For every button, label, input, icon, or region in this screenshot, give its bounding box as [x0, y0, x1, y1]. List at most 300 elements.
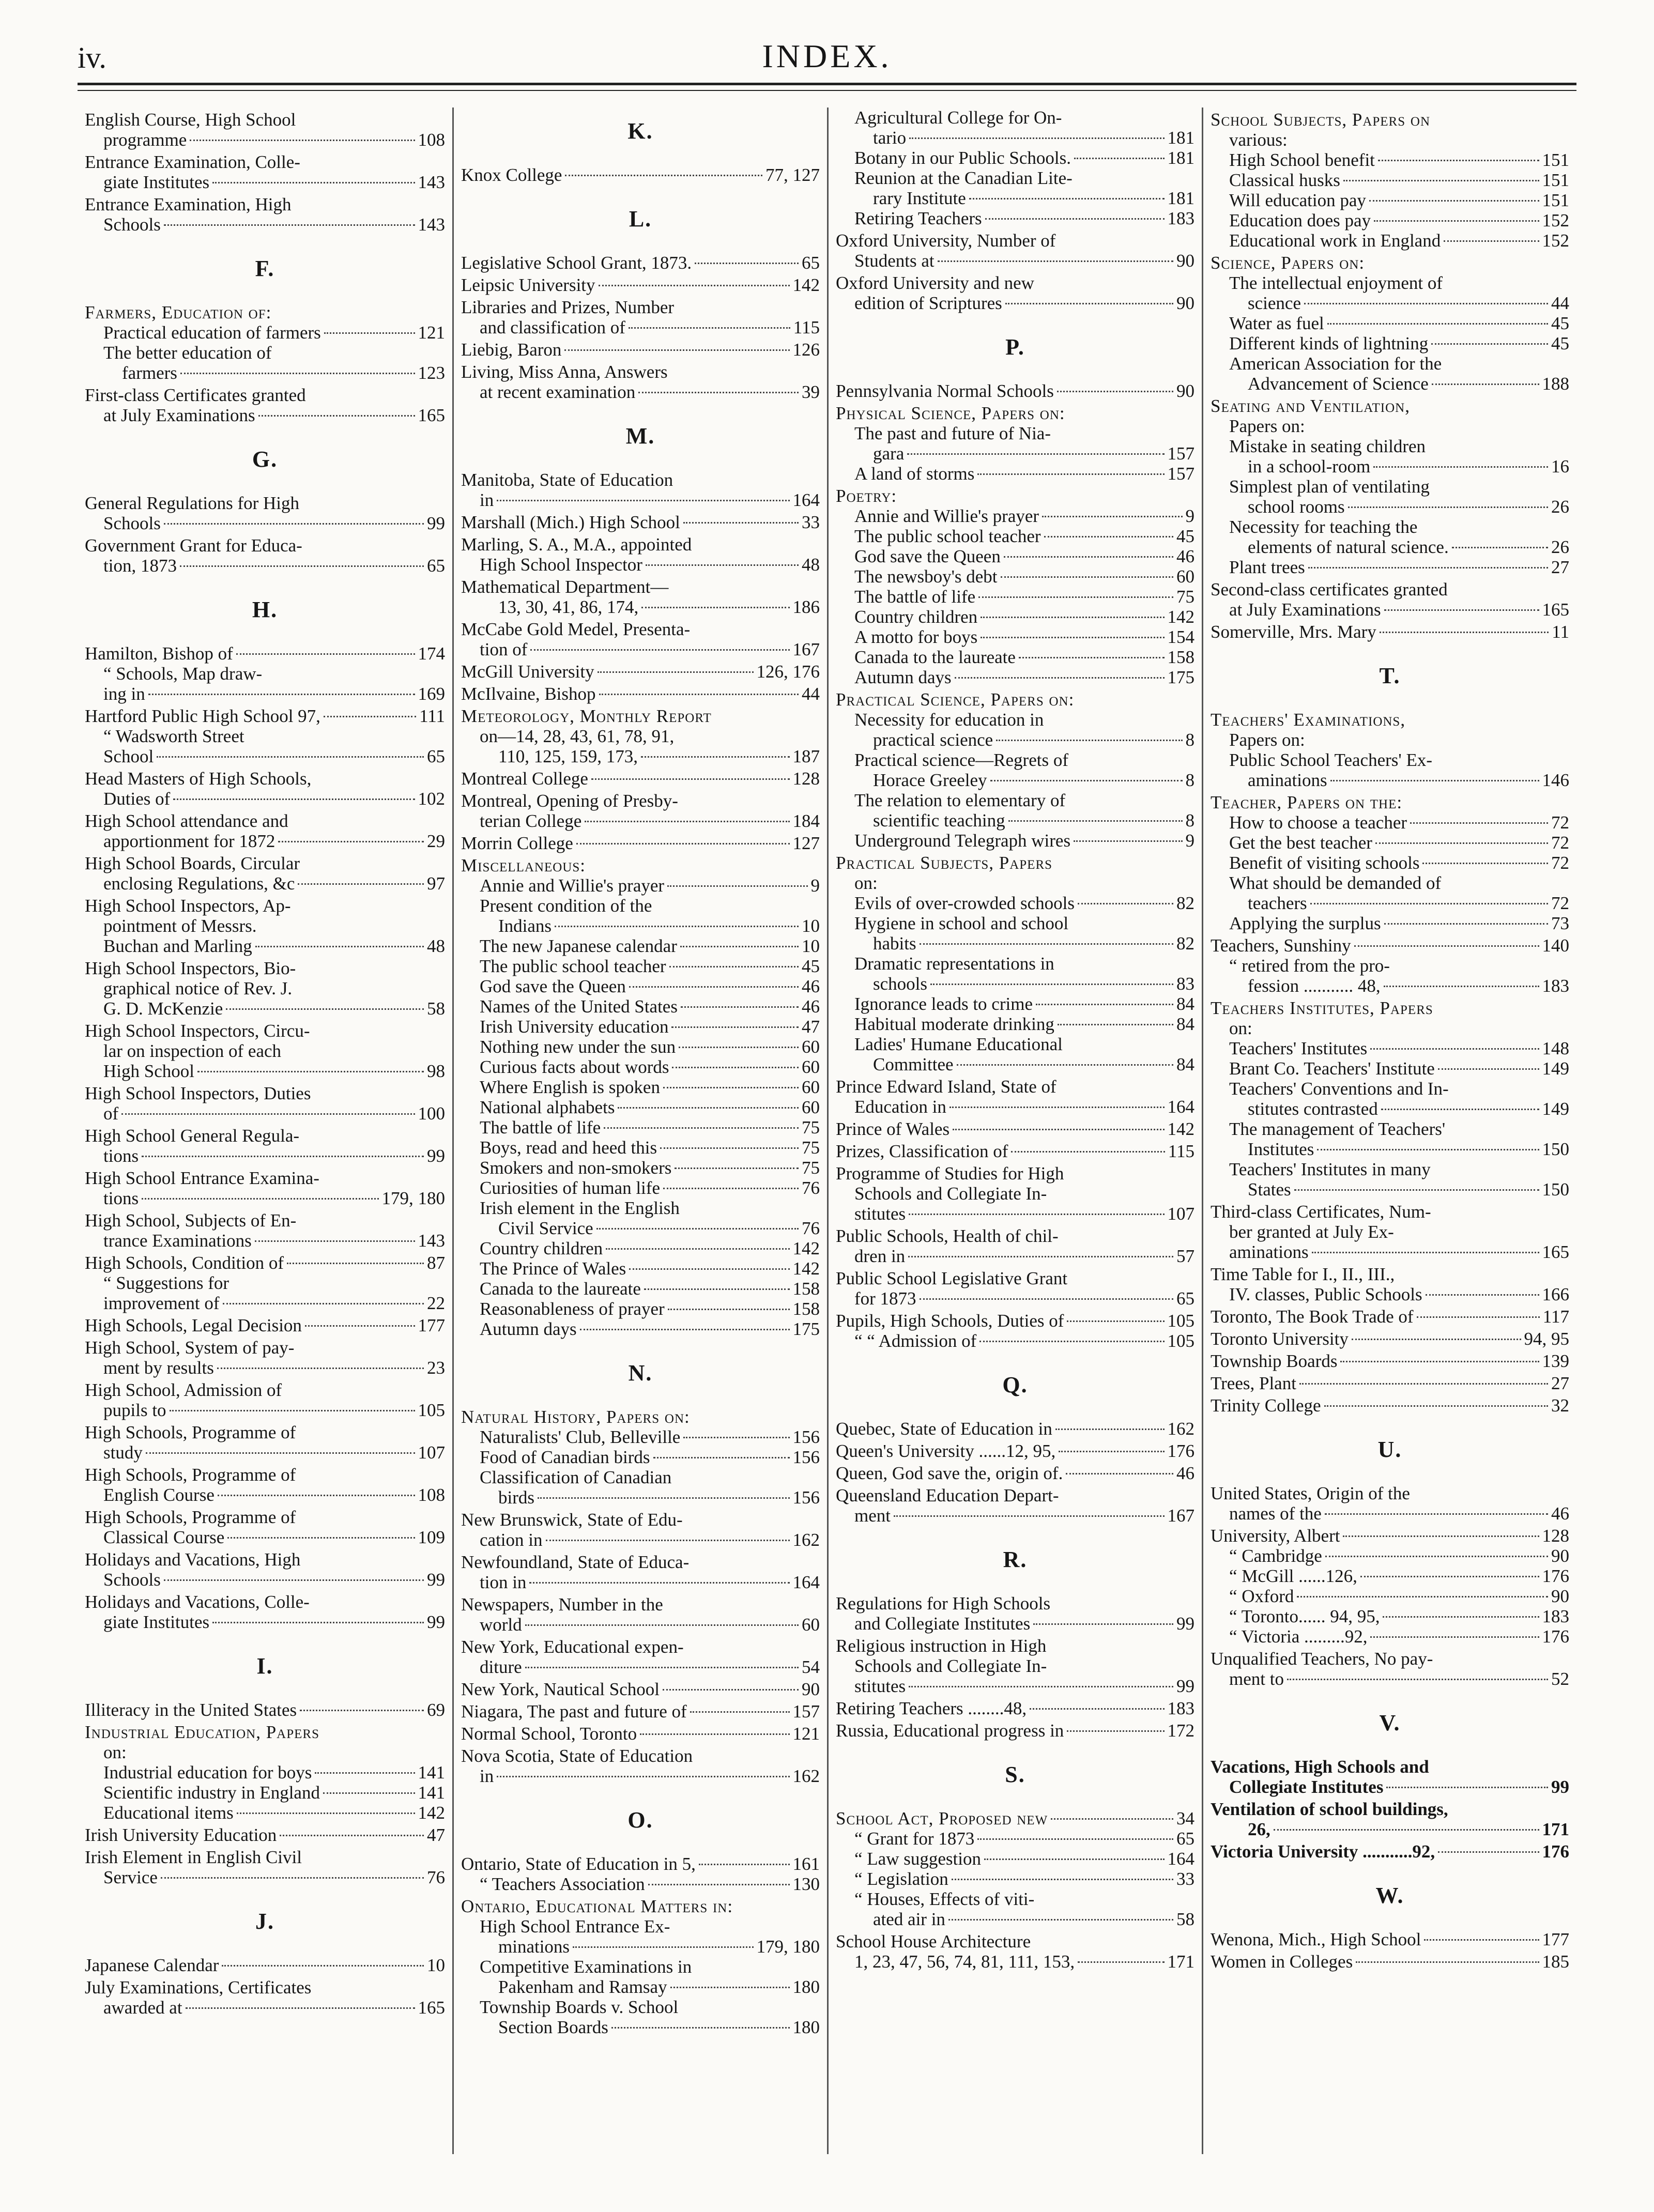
index-entry	[85, 896, 445, 916]
entry-text: Simplest plan of ventilating	[1229, 477, 1430, 497]
index-entry	[461, 1766, 820, 1786]
entry-text: Nothing new under the sun	[480, 1037, 676, 1057]
dot-leader	[681, 1006, 799, 1008]
index-entry	[85, 873, 445, 894]
dot-leader	[1381, 1109, 1539, 1110]
entry-text: God save the Queen	[854, 546, 1001, 566]
index-entry	[836, 1829, 1194, 1849]
page-reference: 99	[1176, 1676, 1194, 1696]
index-entry	[836, 954, 1194, 974]
page-reference: 142	[792, 1258, 820, 1279]
dot-leader	[121, 1113, 415, 1115]
entry-text: tion, 1873	[103, 556, 177, 576]
dot-leader	[653, 1457, 790, 1458]
entry-text: Entrance Examination, Colle-	[85, 152, 300, 172]
entry-text: Industrial Education, Papers	[85, 1722, 319, 1742]
page-reference: 82	[1176, 893, 1194, 913]
entry-text: Irish Element in English Civil	[85, 1847, 302, 1867]
index-entry	[836, 667, 1194, 687]
index-entry	[461, 382, 820, 402]
dot-leader	[315, 1772, 415, 1774]
dot-leader	[173, 798, 415, 800]
page-reference: 90	[1551, 1586, 1569, 1606]
index-entry	[85, 1998, 445, 2018]
index-entry	[1211, 935, 1569, 956]
entry-text: School House Architecture	[836, 1931, 1031, 1952]
entry-text: Government Grant for Educa-	[85, 535, 302, 556]
dot-leader	[258, 415, 415, 417]
section-letter: K.	[627, 118, 653, 144]
entry-text: and Collegiate Institutes	[854, 1614, 1031, 1634]
index-entry	[1211, 517, 1569, 537]
entry-text: The relation to elementary of	[854, 790, 1066, 810]
index-entry	[1211, 1159, 1569, 1179]
page-reference: 8	[1185, 770, 1194, 790]
entry-text: Buchan and Marling	[103, 936, 252, 956]
dot-leader	[680, 946, 799, 947]
index-entry	[836, 1311, 1194, 1331]
entry-text: High Schools, Programme of	[85, 1422, 296, 1442]
page-reference: 183	[1167, 1698, 1194, 1718]
index-entry	[85, 1527, 445, 1547]
dot-leader	[1354, 945, 1539, 947]
index-entry	[836, 893, 1194, 913]
page-reference: 65	[1176, 1829, 1194, 1849]
index-entry	[85, 1570, 445, 1590]
entry-text: 13, 30, 41, 86, 174,	[498, 597, 639, 617]
index-entry	[85, 1867, 445, 1887]
entry-text: Somerville, Mrs. Mary	[1211, 622, 1376, 642]
index-entry	[836, 188, 1194, 208]
dot-leader	[1019, 657, 1165, 658]
entry-text: science	[1248, 293, 1301, 313]
entry-text: Newspapers, Number in the	[461, 1594, 663, 1615]
index-entry	[1211, 1222, 1569, 1242]
dot-leader	[1074, 158, 1164, 159]
index-entry	[461, 362, 820, 382]
index-entry	[85, 1083, 445, 1103]
index-entry	[85, 1103, 445, 1124]
index-entry	[836, 853, 1194, 873]
dot-leader	[591, 778, 790, 780]
dot-leader	[611, 2027, 790, 2029]
entry-text: Horace Greeley	[873, 770, 987, 790]
entry-text: Civil Service	[498, 1218, 593, 1238]
index-entry	[1211, 1202, 1569, 1222]
index-entry	[461, 706, 820, 726]
index-entry	[1211, 1395, 1569, 1416]
entry-text: University, Albert	[1211, 1526, 1340, 1546]
index-entry	[461, 490, 820, 510]
entry-text: School Act, Proposed new	[836, 1808, 1048, 1829]
entry-text: How to choose a teacher	[1229, 812, 1407, 833]
index-entry	[461, 1896, 820, 1916]
entry-text: giate Institutes	[103, 172, 210, 192]
page-reference: 75	[802, 1138, 820, 1158]
index-entry	[85, 110, 445, 130]
index-entry	[836, 231, 1194, 251]
section-letter: V.	[1379, 1710, 1401, 1735]
index-entry	[836, 506, 1194, 526]
index-entry	[461, 1077, 820, 1097]
index-entry	[461, 1510, 820, 1530]
dot-leader	[699, 1864, 790, 1865]
page-reference: 167	[792, 639, 820, 659]
page-reference: 60	[802, 1097, 820, 1117]
page-reference: 188	[1542, 374, 1569, 394]
index-entry	[85, 322, 445, 343]
page-reference: 152	[1542, 210, 1569, 231]
index-entry	[85, 789, 445, 809]
index-entry	[85, 302, 445, 322]
entry-text: dren in	[854, 1246, 906, 1266]
index-entry	[461, 875, 820, 896]
index-entry	[85, 1061, 445, 1081]
page-reference: 9	[1185, 831, 1194, 851]
dot-leader	[223, 1303, 424, 1304]
index-entry	[461, 1198, 820, 1218]
index-entry	[1211, 333, 1569, 354]
index-entry	[85, 1825, 445, 1845]
index-entry	[85, 1742, 445, 1762]
entry-text: “ Oxford	[1229, 1586, 1294, 1606]
page-reference: 32	[1551, 1395, 1569, 1416]
index-entry	[836, 1288, 1194, 1309]
page-reference: 58	[427, 999, 445, 1019]
entry-text: Poetry:	[836, 486, 897, 506]
index-column-3	[827, 107, 1202, 2154]
index-entry	[1211, 1669, 1569, 1689]
dot-leader	[996, 740, 1182, 741]
index-entry	[836, 566, 1194, 587]
index-entry	[461, 555, 820, 575]
entry-text: Schools	[103, 214, 161, 235]
entry-text: New York, Educational expen-	[461, 1637, 684, 1657]
index-entry	[1211, 1503, 1569, 1524]
index-entry	[1211, 293, 1569, 313]
entry-text: stitutes	[854, 1204, 906, 1224]
entry-text: Autumn days	[480, 1319, 577, 1339]
dot-leader	[255, 1240, 415, 1242]
entry-text: Food of Canadian birds	[480, 1447, 650, 1467]
dot-leader	[1004, 556, 1173, 558]
dot-leader	[142, 1198, 378, 1200]
entry-text: Living, Miss Anna, Answers	[461, 362, 668, 382]
entry-text: various:	[1229, 130, 1288, 150]
page-reference: 48	[802, 555, 820, 575]
index-entry	[836, 293, 1194, 313]
entry-text: G. D. McKenzie	[103, 999, 223, 1019]
index-entry	[836, 1331, 1194, 1351]
page-reference: 151	[1542, 170, 1569, 190]
index-entry	[85, 853, 445, 873]
dot-leader	[1051, 1818, 1173, 1820]
page-reference: 10	[427, 1955, 445, 1975]
index-entry	[85, 1803, 445, 1823]
section-letter: U.	[1377, 1437, 1402, 1462]
entry-text: trance Examinations	[103, 1231, 252, 1251]
entry-text: Section Boards	[498, 2017, 608, 2037]
index-entry	[836, 1441, 1194, 1461]
dot-leader	[1374, 220, 1539, 222]
page-reference: 27	[1551, 557, 1569, 577]
index-column-1	[78, 107, 452, 2154]
entry-text: tario	[873, 128, 907, 148]
entry-text: Curious facts about words	[480, 1057, 669, 1077]
index-entry	[836, 403, 1194, 423]
index-entry	[836, 168, 1194, 188]
entry-text: Time Table for I., II., III.,	[1211, 1264, 1395, 1284]
index-entry	[461, 1057, 820, 1077]
entry-text: High School, System of pay-	[85, 1338, 295, 1358]
index-entry	[836, 974, 1194, 994]
page-reference: 143	[418, 1231, 445, 1251]
index-entry	[1211, 436, 1569, 456]
dot-leader	[1044, 536, 1173, 537]
index-entry	[1211, 1586, 1569, 1606]
entry-text: gara	[873, 443, 905, 464]
dot-leader	[529, 1582, 789, 1584]
entry-text: High School Boards, Circular	[85, 853, 300, 873]
page-reference: 139	[1542, 1351, 1569, 1371]
page-reference: 174	[418, 643, 445, 664]
entry-text: A motto for boys	[854, 627, 978, 647]
page-reference: 149	[1542, 1058, 1569, 1079]
index-entry	[836, 1889, 1194, 1909]
section-letter: M.	[625, 423, 655, 449]
index-entry	[461, 956, 820, 976]
index-entry	[461, 1299, 820, 1319]
entry-text: Illiteracy in the United States	[85, 1700, 297, 1720]
page-reference: 121	[418, 322, 445, 343]
entry-text: Liebig, Baron	[461, 340, 562, 360]
page-reference: 158	[1167, 647, 1194, 667]
entry-text: farmers	[122, 363, 177, 383]
page-reference: 109	[418, 1527, 445, 1547]
page-reference: 162	[1167, 1419, 1194, 1439]
page-reference: 94, 95	[1524, 1329, 1569, 1349]
dot-leader	[675, 1168, 799, 1169]
page-reference: 46	[802, 976, 820, 996]
index-entry	[836, 443, 1194, 464]
dot-leader	[663, 1188, 799, 1189]
index-entry	[1211, 374, 1569, 394]
dot-leader	[1410, 822, 1548, 824]
dot-leader	[952, 1879, 1173, 1880]
page-reference: 117	[1542, 1307, 1569, 1327]
index-entry	[1211, 1841, 1569, 1862]
page-reference: 142	[1167, 1119, 1194, 1139]
dot-leader	[164, 523, 424, 525]
index-entry	[461, 1937, 820, 1957]
page-reference: 169	[418, 684, 445, 704]
index-entry	[461, 1594, 820, 1615]
entry-text: Victoria University ...........92,	[1211, 1841, 1435, 1862]
index-column-2	[452, 107, 827, 2154]
entry-text: Education does pay	[1229, 210, 1371, 231]
entry-text: McCabe Gold Medel, Presenta-	[461, 619, 691, 639]
dot-leader	[324, 716, 416, 717]
page-reference: 156	[792, 1427, 820, 1447]
entry-text: Queen's University ......12, 95,	[836, 1441, 1056, 1461]
entry-text: fession ........... 48,	[1248, 976, 1381, 996]
entry-text: 26,	[1248, 1819, 1270, 1839]
index-entry	[85, 343, 445, 363]
index-entry	[1211, 976, 1569, 996]
page-reference: 33	[802, 512, 820, 532]
entry-text: Canada to the laureate	[480, 1279, 641, 1299]
entry-text: States	[1248, 1179, 1291, 1200]
page-reference: 10	[802, 936, 820, 956]
page-reference: 75	[802, 1158, 820, 1178]
dot-leader	[979, 1341, 1164, 1342]
entry-text: Leipsic University	[461, 275, 595, 295]
index-entry	[1211, 416, 1569, 436]
dot-leader	[641, 607, 789, 608]
index-entry	[461, 1724, 820, 1744]
entry-text: Evils of over-crowded schools	[854, 893, 1075, 913]
dot-leader	[1078, 903, 1173, 904]
index-entry	[1211, 150, 1569, 170]
page-reference: 57	[1176, 1246, 1194, 1266]
entry-text: on—14, 28, 43, 61, 78, 91,	[480, 726, 675, 746]
dot-leader	[909, 137, 1164, 139]
index-entry	[1211, 770, 1569, 790]
entry-text: American Association for the	[1229, 354, 1442, 374]
entry-text: “ Grant for 1873	[854, 1829, 975, 1849]
page-reference: 181	[1167, 148, 1194, 168]
page-reference: 151	[1542, 150, 1569, 170]
entry-text: Industrial education for boys	[103, 1762, 312, 1783]
page-reference: 26	[1551, 497, 1569, 517]
entry-text: High School attendance and	[85, 811, 288, 831]
entry-text: pupils to	[103, 1400, 166, 1420]
entry-text: “ Toronto...... 94, 95,	[1229, 1606, 1380, 1626]
dot-leader	[1287, 1679, 1548, 1680]
index-entry	[461, 1997, 820, 2017]
index-entry	[1211, 1649, 1569, 1669]
index-entry	[461, 1037, 820, 1057]
section-letter: L.	[629, 206, 652, 232]
dot-leader	[324, 332, 415, 334]
dot-leader	[672, 1067, 799, 1068]
entry-text: in	[480, 1766, 494, 1786]
index-entry	[461, 1218, 820, 1238]
section-letter: S.	[1005, 1762, 1025, 1787]
page-reference: 157	[792, 1701, 820, 1722]
index-entry	[1211, 1329, 1569, 1349]
index-entry	[1211, 273, 1569, 293]
page-reference: 83	[1176, 974, 1194, 994]
dot-leader	[576, 843, 790, 844]
dot-leader	[1042, 516, 1182, 517]
index-entry	[461, 1178, 820, 1198]
page-reference: 75	[802, 1117, 820, 1138]
page-reference: 107	[1167, 1204, 1194, 1224]
index-entry	[1211, 1139, 1569, 1159]
header-rule-thick	[78, 83, 1576, 85]
entry-text: Hygiene in school and school	[854, 913, 1069, 933]
entry-text: Pupils, High Schools, Duties of	[836, 1311, 1064, 1331]
index-entry	[1211, 998, 1569, 1018]
index-entry	[85, 1338, 445, 1358]
index-entry	[1211, 537, 1569, 557]
entry-text: Reasonableness of prayer	[480, 1299, 665, 1319]
dot-leader	[667, 885, 807, 887]
dot-leader	[1432, 383, 1539, 385]
index-entry	[85, 152, 445, 172]
dot-leader	[663, 1087, 799, 1088]
index-entry	[85, 1315, 445, 1335]
index-entry	[85, 1293, 445, 1313]
index-entry	[461, 1874, 820, 1894]
entry-text: ment to	[1229, 1669, 1284, 1689]
index-entry	[461, 1746, 820, 1766]
page-reference: 60	[802, 1615, 820, 1635]
index-entry	[1211, 1526, 1569, 1546]
dot-leader	[1330, 780, 1539, 781]
page-reference: 82	[1176, 933, 1194, 954]
index-entry	[836, 730, 1194, 750]
page-reference: 146	[1542, 770, 1569, 790]
entry-text: “ Law suggestion	[854, 1849, 981, 1869]
dot-leader	[690, 1711, 790, 1713]
index-entry	[1211, 913, 1569, 933]
entry-text: Educational items	[103, 1803, 234, 1823]
page-reference: 90	[1551, 1546, 1569, 1566]
index-entry	[85, 1485, 445, 1505]
dot-leader	[1074, 840, 1182, 842]
entry-text: Oxford University and new	[836, 273, 1034, 293]
page-reference: 165	[418, 1998, 445, 2018]
dot-leader	[148, 694, 415, 695]
dot-leader	[1424, 1939, 1539, 1941]
entry-text: High School, Admission of	[85, 1380, 282, 1400]
dot-leader	[146, 1452, 415, 1454]
dot-leader	[1066, 1473, 1173, 1474]
index-entry	[1211, 812, 1569, 833]
entry-text: ment	[854, 1506, 891, 1526]
entry-text: Public School Legislative Grant	[836, 1268, 1068, 1288]
dot-leader	[1310, 903, 1548, 904]
index-entry	[85, 1977, 445, 1998]
page-reference: 73	[1551, 913, 1569, 933]
entry-text: National alphabets	[480, 1097, 615, 1117]
entry-text: High Schools, Programme of	[85, 1465, 296, 1485]
index-entry	[85, 1847, 445, 1867]
entry-text: IV. classes, Public Schools	[1229, 1284, 1422, 1304]
dot-leader	[530, 649, 789, 651]
dot-leader	[981, 617, 1164, 618]
index-entry	[85, 1041, 445, 1061]
index-entry	[836, 1869, 1194, 1889]
page-reference: 76	[802, 1218, 820, 1238]
page-reference: 150	[1542, 1179, 1569, 1200]
index-entry	[836, 1034, 1194, 1054]
index-entry	[1211, 600, 1569, 620]
dot-leader	[604, 1127, 799, 1129]
entry-text: Niagara, The past and future of	[461, 1701, 687, 1722]
index-entry	[461, 1427, 820, 1447]
entry-text: “ retired from the pro-	[1229, 956, 1390, 976]
entry-text: Ignorance leads to crime	[854, 994, 1033, 1014]
entry-text: First-class Certificates granted	[85, 385, 306, 405]
dot-leader	[555, 926, 799, 927]
entry-text: Prince Edward Island, State of	[836, 1077, 1056, 1097]
index-entry	[836, 790, 1194, 810]
entry-text: Benefit of visiting schools	[1229, 853, 1420, 873]
dot-leader	[695, 263, 799, 264]
